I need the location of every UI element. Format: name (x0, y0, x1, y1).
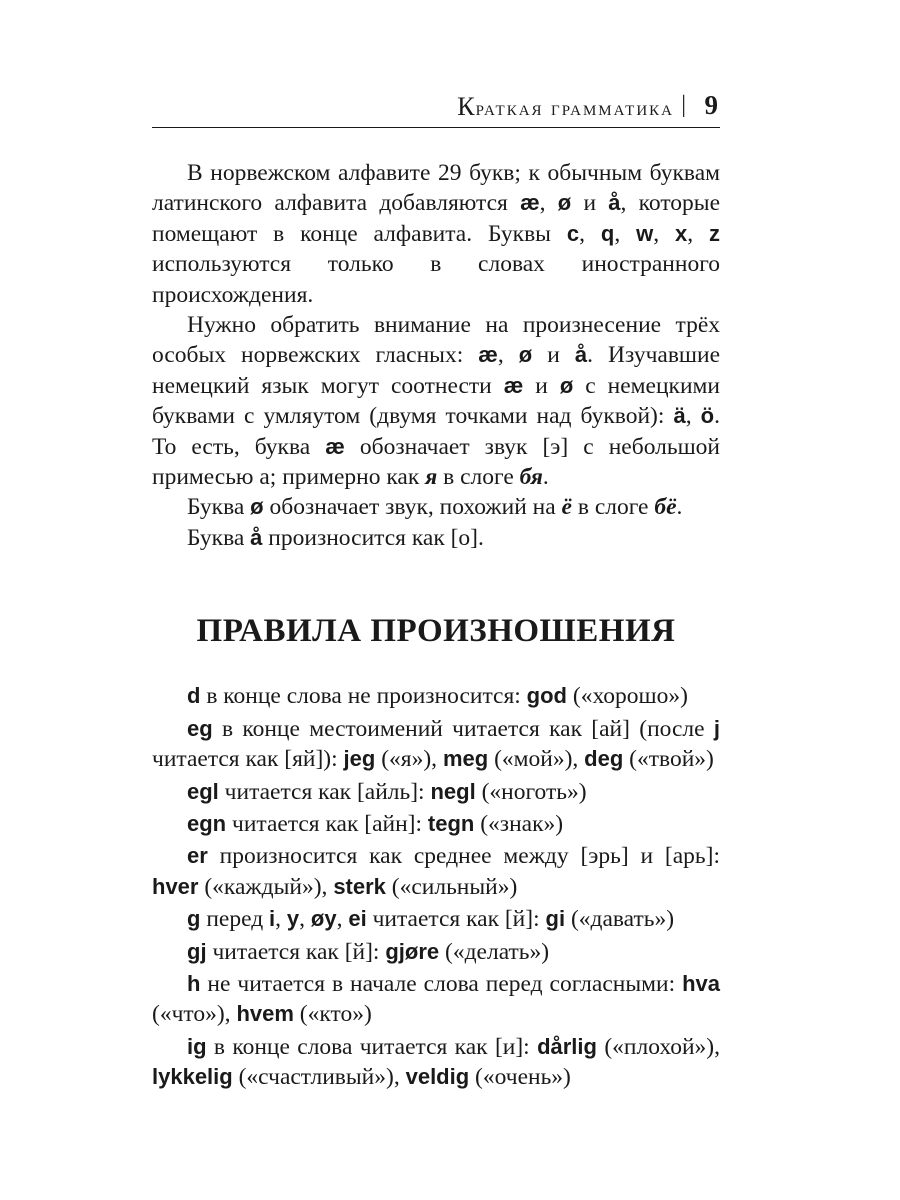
norwegian-term: ø (557, 190, 572, 216)
norwegian-term: h (187, 970, 201, 996)
norwegian-term: æ (325, 433, 345, 459)
text-run: («давать») (565, 906, 675, 933)
rule-item (152, 777, 720, 807)
norwegian-term: ä (673, 403, 686, 429)
norwegian-term: hvem (236, 1001, 294, 1027)
norwegian-term: veldig (405, 1064, 470, 1090)
running-head-initial: К (457, 92, 476, 121)
text-run: («плохой»), (596, 1033, 720, 1060)
text-run: . (542, 464, 549, 491)
norwegian-term: æ (478, 342, 498, 368)
running-head-title (457, 92, 674, 122)
text-run: , (299, 906, 311, 933)
norwegian-term: d (187, 683, 201, 709)
text-run: («счастливый»), (232, 1064, 406, 1091)
norwegian-term: hva (682, 970, 720, 996)
text-run: и (532, 342, 575, 369)
text-run: («хорошо») (567, 683, 688, 710)
norwegian-term: er (187, 843, 208, 869)
norwegian-term: z (709, 220, 720, 246)
text-run: Буква (187, 494, 251, 521)
header-rule (152, 127, 720, 129)
norwegian-term: egl (187, 778, 219, 804)
text-run: В норвежском алфавите 29 букв; к обычным буквам латинского алфавита добавляются (152, 160, 720, 217)
norwegian-term: negl (430, 778, 476, 804)
text-run: читается как [й]: (206, 938, 386, 965)
text-run: читается как [яй]): (152, 746, 344, 773)
text-run: . Изучавшие немецкий язык могут соотнести (152, 342, 721, 399)
text-run: читается как [й]: (366, 906, 546, 933)
text-run: , (685, 403, 701, 430)
norwegian-term: god (526, 683, 567, 709)
text-run: произносится как среднее между [эрь] и [арь]: (207, 843, 720, 870)
norwegian-term: ø (559, 372, 574, 398)
norwegian-term: ø (518, 342, 533, 368)
norwegian-term: deg (584, 746, 624, 772)
section-title: ПРАВИЛА ПРОИЗНОШЕНИЯ (196, 613, 676, 650)
norwegian-term: å (574, 342, 588, 368)
norwegian-term: c (566, 220, 580, 246)
text-run: («мой»), (488, 746, 585, 773)
norwegian-term: æ (503, 372, 524, 398)
text-run: , (275, 906, 287, 933)
intro-paragraph-1 (152, 158, 720, 310)
norwegian-term: gi (545, 906, 566, 932)
norwegian-term: meg (442, 746, 489, 772)
emphasis-text: бя (519, 464, 543, 491)
rule-item (152, 841, 720, 902)
norwegian-term: q (600, 220, 615, 246)
norwegian-term: x (674, 220, 688, 246)
norwegian-term: øy (310, 906, 337, 932)
rule-item (152, 904, 720, 934)
text-run: («я»), (375, 746, 443, 773)
text-run: произносится как [о]. (262, 524, 484, 551)
norwegian-term: å (250, 524, 263, 550)
norwegian-term: eg (187, 715, 213, 741)
text-run: («очень») (469, 1064, 571, 1091)
norwegian-term: dårlig (537, 1033, 597, 1059)
norwegian-term: gj (187, 938, 207, 964)
norwegian-term: j (713, 715, 720, 741)
text-run: перед (200, 906, 270, 933)
text-run: с немецкими буквами с умляутом (двумя точками над буквой): (152, 372, 720, 430)
page-number: 9 (704, 90, 718, 120)
rule-item (152, 1032, 720, 1093)
text-run: , (539, 190, 558, 217)
rule-item (152, 969, 720, 1030)
text-run: , (653, 220, 675, 247)
text-run: , (687, 220, 709, 247)
text-run: обозначает звук [э] с небольшой примесью а; примерно как (152, 433, 721, 491)
text-run: читается как [айн]: (226, 810, 428, 837)
page-body (152, 158, 720, 1095)
text-run: , которые помещают в конце алфавита. Буквы (152, 190, 720, 247)
text-run: в конце местоимений читается как [ай] (после (212, 715, 714, 742)
text-run: и (571, 190, 609, 217)
pronunciation-rules (152, 681, 720, 1092)
text-run: не читается в начале слова перед согласными: (200, 970, 683, 997)
text-run: («знак») (474, 810, 564, 837)
text-run: («сильный») (385, 873, 518, 900)
text-run: в слоге (437, 464, 520, 491)
running-header (152, 88, 720, 128)
norwegian-term: æ (520, 190, 540, 216)
text-run: («каждый»), (198, 873, 334, 900)
emphasis-text: я (425, 464, 438, 491)
norwegian-term: i (269, 906, 276, 932)
text-run: , (336, 906, 349, 933)
text-run: , (579, 220, 601, 247)
header-separator: | (681, 92, 686, 118)
norwegian-term: w (636, 220, 654, 246)
text-run: , (497, 342, 519, 369)
text-run: в конце слова читается как [и]: (206, 1033, 538, 1060)
rule-item (152, 681, 720, 711)
running-head-rest: раткая грамматика (475, 95, 674, 120)
norwegian-term: g (187, 906, 201, 932)
norwegian-term: sterk (333, 873, 386, 899)
intro-paragraph-2 (152, 310, 720, 492)
text-run: («кто») (293, 1001, 372, 1028)
text-run: используются только в словах иностранного происхождения. (152, 251, 720, 308)
norwegian-term: hver (152, 873, 199, 899)
text-run: («что»), (152, 1001, 237, 1028)
text-run: обозначает звук, похожий на (263, 494, 562, 521)
text-run: Буква (187, 524, 251, 551)
emphasis-text: ё (561, 494, 572, 521)
rule-item (152, 714, 720, 775)
norwegian-term: egn (187, 810, 227, 836)
norwegian-term: gjøre (385, 938, 440, 964)
norwegian-term: jeg (343, 746, 376, 772)
norwegian-term: lykkelig (152, 1064, 233, 1090)
text-run: . (676, 494, 683, 521)
norwegian-term: å (608, 190, 621, 216)
text-run: («делать») (439, 938, 550, 965)
text-run: , (614, 220, 637, 247)
intro-paragraph-4 (152, 523, 720, 553)
text-run: читается как [айль]: (218, 778, 431, 805)
rule-item (152, 809, 720, 839)
intro-paragraph-3 (152, 492, 720, 522)
text-run: Нужно обратить внимание на произнесение трёх особых норвежских гласных: (152, 312, 720, 369)
text-run: в слоге (571, 494, 655, 521)
emphasis-text: бё (654, 494, 677, 521)
norwegian-term: ø (250, 494, 264, 520)
text-run: и (523, 372, 560, 399)
norwegian-term: y (286, 906, 300, 932)
text-run: («твой») (623, 746, 714, 773)
norwegian-term: ö (700, 403, 715, 429)
rule-item (152, 937, 720, 967)
norwegian-term: tegn (427, 810, 475, 836)
norwegian-term: ig (187, 1033, 207, 1059)
text-run: . То есть, буква (152, 403, 720, 460)
norwegian-term: ei (348, 906, 367, 932)
text-run: в конце слова не произносится: (200, 683, 527, 710)
text-run: («ноготь») (475, 778, 587, 805)
